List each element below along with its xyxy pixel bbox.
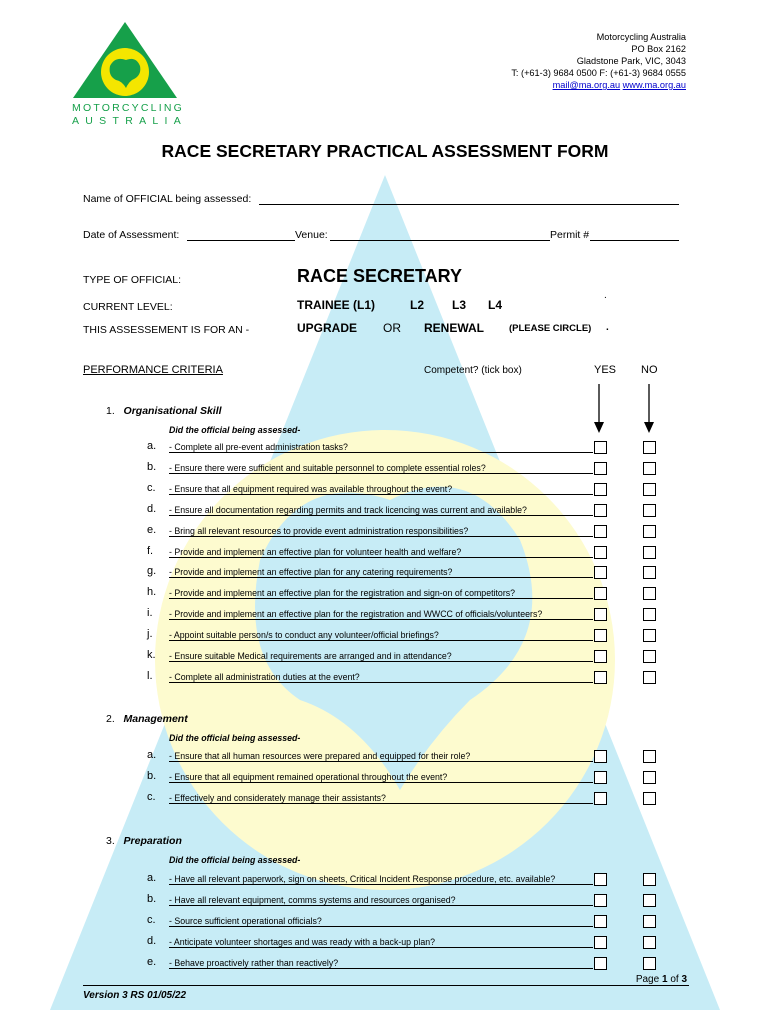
page-word: Page [635,974,660,985]
address-phone: T: (+61-3) 9684 0500 F: (+61-3) 9684 0555 [511,68,686,78]
level-label: CURRENT LEVEL: [83,301,173,313]
item-letter: c. [147,790,156,803]
item-letter: a. [147,749,157,761]
item-letter: i. [147,607,153,620]
no-checkbox[interactable] [643,915,656,928]
item-underline [169,619,593,620]
no-checkbox[interactable] [643,587,656,600]
yes-checkbox[interactable] [594,936,607,949]
page-current: 1 [661,974,668,985]
arrow-down-icon [593,384,605,434]
performance-criteria-heading: PERFORMANCE CRITERIA [83,364,223,376]
no-checkbox[interactable] [643,894,656,907]
yes-checkbox[interactable] [594,566,607,579]
item-underline [169,494,593,495]
item-underline [169,577,593,578]
page-of: of [670,974,679,985]
item-underline [169,782,593,783]
no-checkbox[interactable] [643,792,656,805]
yes-column-header: YES [594,364,617,376]
yes-checkbox[interactable] [594,546,607,559]
yes-checkbox[interactable] [594,462,607,475]
item-text: - Provide and implement an effective plan for the registration and sign-on of competitors? [169,588,516,599]
yes-checkbox[interactable] [594,915,607,928]
item-letter: j. [147,628,153,641]
item-text: - Provide and implement an effective plan for the registration and WWCC of officials/volunteers? [169,609,543,620]
yes-checkbox[interactable] [594,504,607,517]
address-org: Motorcycling Australia [596,32,686,42]
item-letter: a. [147,872,157,884]
yes-checkbox[interactable] [594,671,607,684]
no-checkbox[interactable] [643,546,656,559]
item-text: - Ensure all documentation regarding permits and track licencing was current and available? [169,504,527,515]
type-value: RACE SECRETARY [297,266,463,286]
item-letter: b. [147,460,157,473]
item-letter: d. [147,502,157,515]
section-subheading: Did the official being assessed- [169,425,301,435]
level-l4[interactable]: L4 [488,298,503,312]
no-checkbox[interactable] [643,504,656,517]
item-underline [169,661,593,662]
item-text: - Ensure there were sufficient and suitable personnel to complete essential roles? [169,462,486,473]
version-label: Version 3 RS 01/05/22 [83,990,187,1001]
permit-label: Permit # [550,229,590,241]
yes-checkbox[interactable] [594,525,607,538]
item-underline [169,968,593,969]
logo-text-line2: AUSTRALIA [72,115,188,127]
no-checkbox[interactable] [643,629,656,642]
date-field[interactable] [187,240,295,241]
item-underline [169,536,593,537]
no-checkbox[interactable] [643,750,656,763]
venue-field[interactable] [330,240,550,241]
level-trainee[interactable]: TRAINEE (L1) [297,298,375,312]
item-underline [169,947,593,948]
item-letter: h. [147,586,157,599]
item-underline [169,640,593,641]
yes-checkbox[interactable] [594,650,607,663]
no-checkbox[interactable] [643,873,656,886]
no-checkbox[interactable] [643,525,656,538]
item-underline [169,473,593,474]
item-letter: g. [147,565,157,578]
item-letter: e. [147,523,157,536]
item-underline [169,598,593,599]
page-number [636,974,687,985]
section-1-heading [106,405,222,417]
yes-checkbox[interactable] [594,587,607,600]
no-checkbox[interactable] [643,483,656,496]
level-l3[interactable]: L3 [452,298,467,312]
ma-logo-icon [70,20,180,100]
address-po: PO Box 2162 [631,44,686,54]
item-underline [169,557,593,558]
yes-checkbox[interactable] [594,608,607,621]
yes-checkbox[interactable] [594,441,607,454]
item-underline [169,515,593,516]
no-checkbox[interactable] [643,650,656,663]
item-letter: b. [147,769,157,782]
item-text: - Source sufficient operational officials? [169,915,322,926]
item-text: - Behave proactively rather than reactively? [169,957,339,968]
website-link[interactable]: www.ma.org.au [622,80,686,90]
item-text: - Effectively and considerately manage their assistants? [169,792,386,803]
name-label: Name of OFFICIAL being assessed: [83,193,252,205]
section-2-heading [106,713,188,725]
section-3-heading [106,835,182,847]
yes-checkbox[interactable] [594,873,607,886]
no-checkbox[interactable] [643,441,656,454]
option-or: OR [383,321,401,335]
section-number: 1. [106,405,115,417]
section-subheading: Did the official being assessed- [169,733,301,743]
item-text: - Provide and implement an effective plan for any catering requirements? [169,567,453,578]
yes-checkbox[interactable] [594,483,607,496]
footer-divider [83,985,689,986]
type-label: TYPE OF OFFICIAL: [83,274,182,286]
no-checkbox[interactable] [643,566,656,579]
please-circle-note: (PLEASE CIRCLE) [509,323,592,334]
section-number: 3. [106,835,115,847]
no-checkbox[interactable] [643,936,656,949]
page-title: RACE SECRETARY PRACTICAL ASSESSMENT FORM [161,141,609,161]
yes-checkbox[interactable] [594,957,607,970]
item-letter: d. [147,934,157,947]
item-letter: c. [147,913,156,926]
item-letter: f. [147,544,154,557]
section-title: Management [123,713,188,725]
option-upgrade[interactable]: UPGRADE [297,321,358,335]
permit-field[interactable] [590,240,679,241]
yes-checkbox[interactable] [594,894,607,907]
option-renewal[interactable]: RENEWAL [424,321,484,335]
item-text: - Ensure that all human resources were prepared and equipped for their role? [169,751,471,761]
section-title: Preparation [123,835,182,847]
item-text: - Ensure that all equipment required was available throughout the event? [169,483,453,494]
item-underline [169,884,593,885]
item-text: - Complete all pre-event administration tasks? [169,442,348,452]
assessment-label: THIS ASSESSEMENT IS FOR AN - [83,324,250,336]
level-mark: . [604,290,607,301]
item-letter: b. [147,892,157,905]
item-underline [169,761,593,762]
arrow-down-icon [643,384,655,434]
name-field[interactable] [259,204,679,205]
no-checkbox[interactable] [643,957,656,970]
item-text: - Have all relevant equipment, comms systems and resources organised? [169,894,456,905]
item-underline [169,682,593,683]
circle-note-dot: . [606,322,609,333]
item-underline [169,803,593,804]
section-title: Organisational Skill [123,405,222,417]
section-subheading: Did the official being assessed- [169,855,301,865]
item-underline [169,926,593,927]
item-text: - Appoint suitable person/s to conduct any volunteer/official briefings? [169,630,439,641]
item-letter: c. [147,481,156,494]
yes-checkbox[interactable] [594,792,607,805]
yes-checkbox[interactable] [594,750,607,763]
yes-checkbox[interactable] [594,629,607,642]
address-block [511,31,686,91]
page-total: 3 [681,974,687,985]
no-column-header: NO [641,364,658,376]
address-city: Gladstone Park, VIC, 3043 [576,56,686,66]
item-underline [169,905,593,906]
item-text: - Have all relevant paperwork, sign on sheets, Critical Incident Response procedure, etc. available? [169,874,556,884]
item-text: - Provide and implement an effective plan for volunteer health and welfare? [169,546,462,557]
item-text: - Ensure suitable Medical requirements are arranged and in attendance? [169,651,452,661]
item-text: - Complete all administration duties at the event? [169,671,360,682]
date-label: Date of Assessment: [83,229,180,241]
item-letter: k. [147,649,156,661]
item-text: - Anticipate volunteer shortages and was ready with a back-up plan? [169,936,436,947]
section-number: 2. [106,713,115,725]
item-text: - Ensure that all equipment remained operational throughout the event? [169,771,448,782]
competent-label: Competent? (tick box) [424,365,522,376]
venue-label: Venue: [295,229,328,241]
ma-logo [70,20,188,130]
item-letter: e. [147,955,157,968]
no-checkbox[interactable] [643,608,656,621]
email-link[interactable]: mail@ma.org.au [552,80,621,90]
logo-text-line1: MOTORCYCLING [72,102,184,114]
no-checkbox[interactable] [643,671,656,684]
item-underline [169,452,593,453]
yes-checkbox[interactable] [594,771,607,784]
level-l2[interactable]: L2 [410,298,425,312]
item-letter: a. [147,440,157,452]
item-letter: l. [147,669,153,682]
no-checkbox[interactable] [643,771,656,784]
item-text: - Bring all relevant resources to provide event administration responsibilities? [169,525,469,536]
no-checkbox[interactable] [643,462,656,475]
